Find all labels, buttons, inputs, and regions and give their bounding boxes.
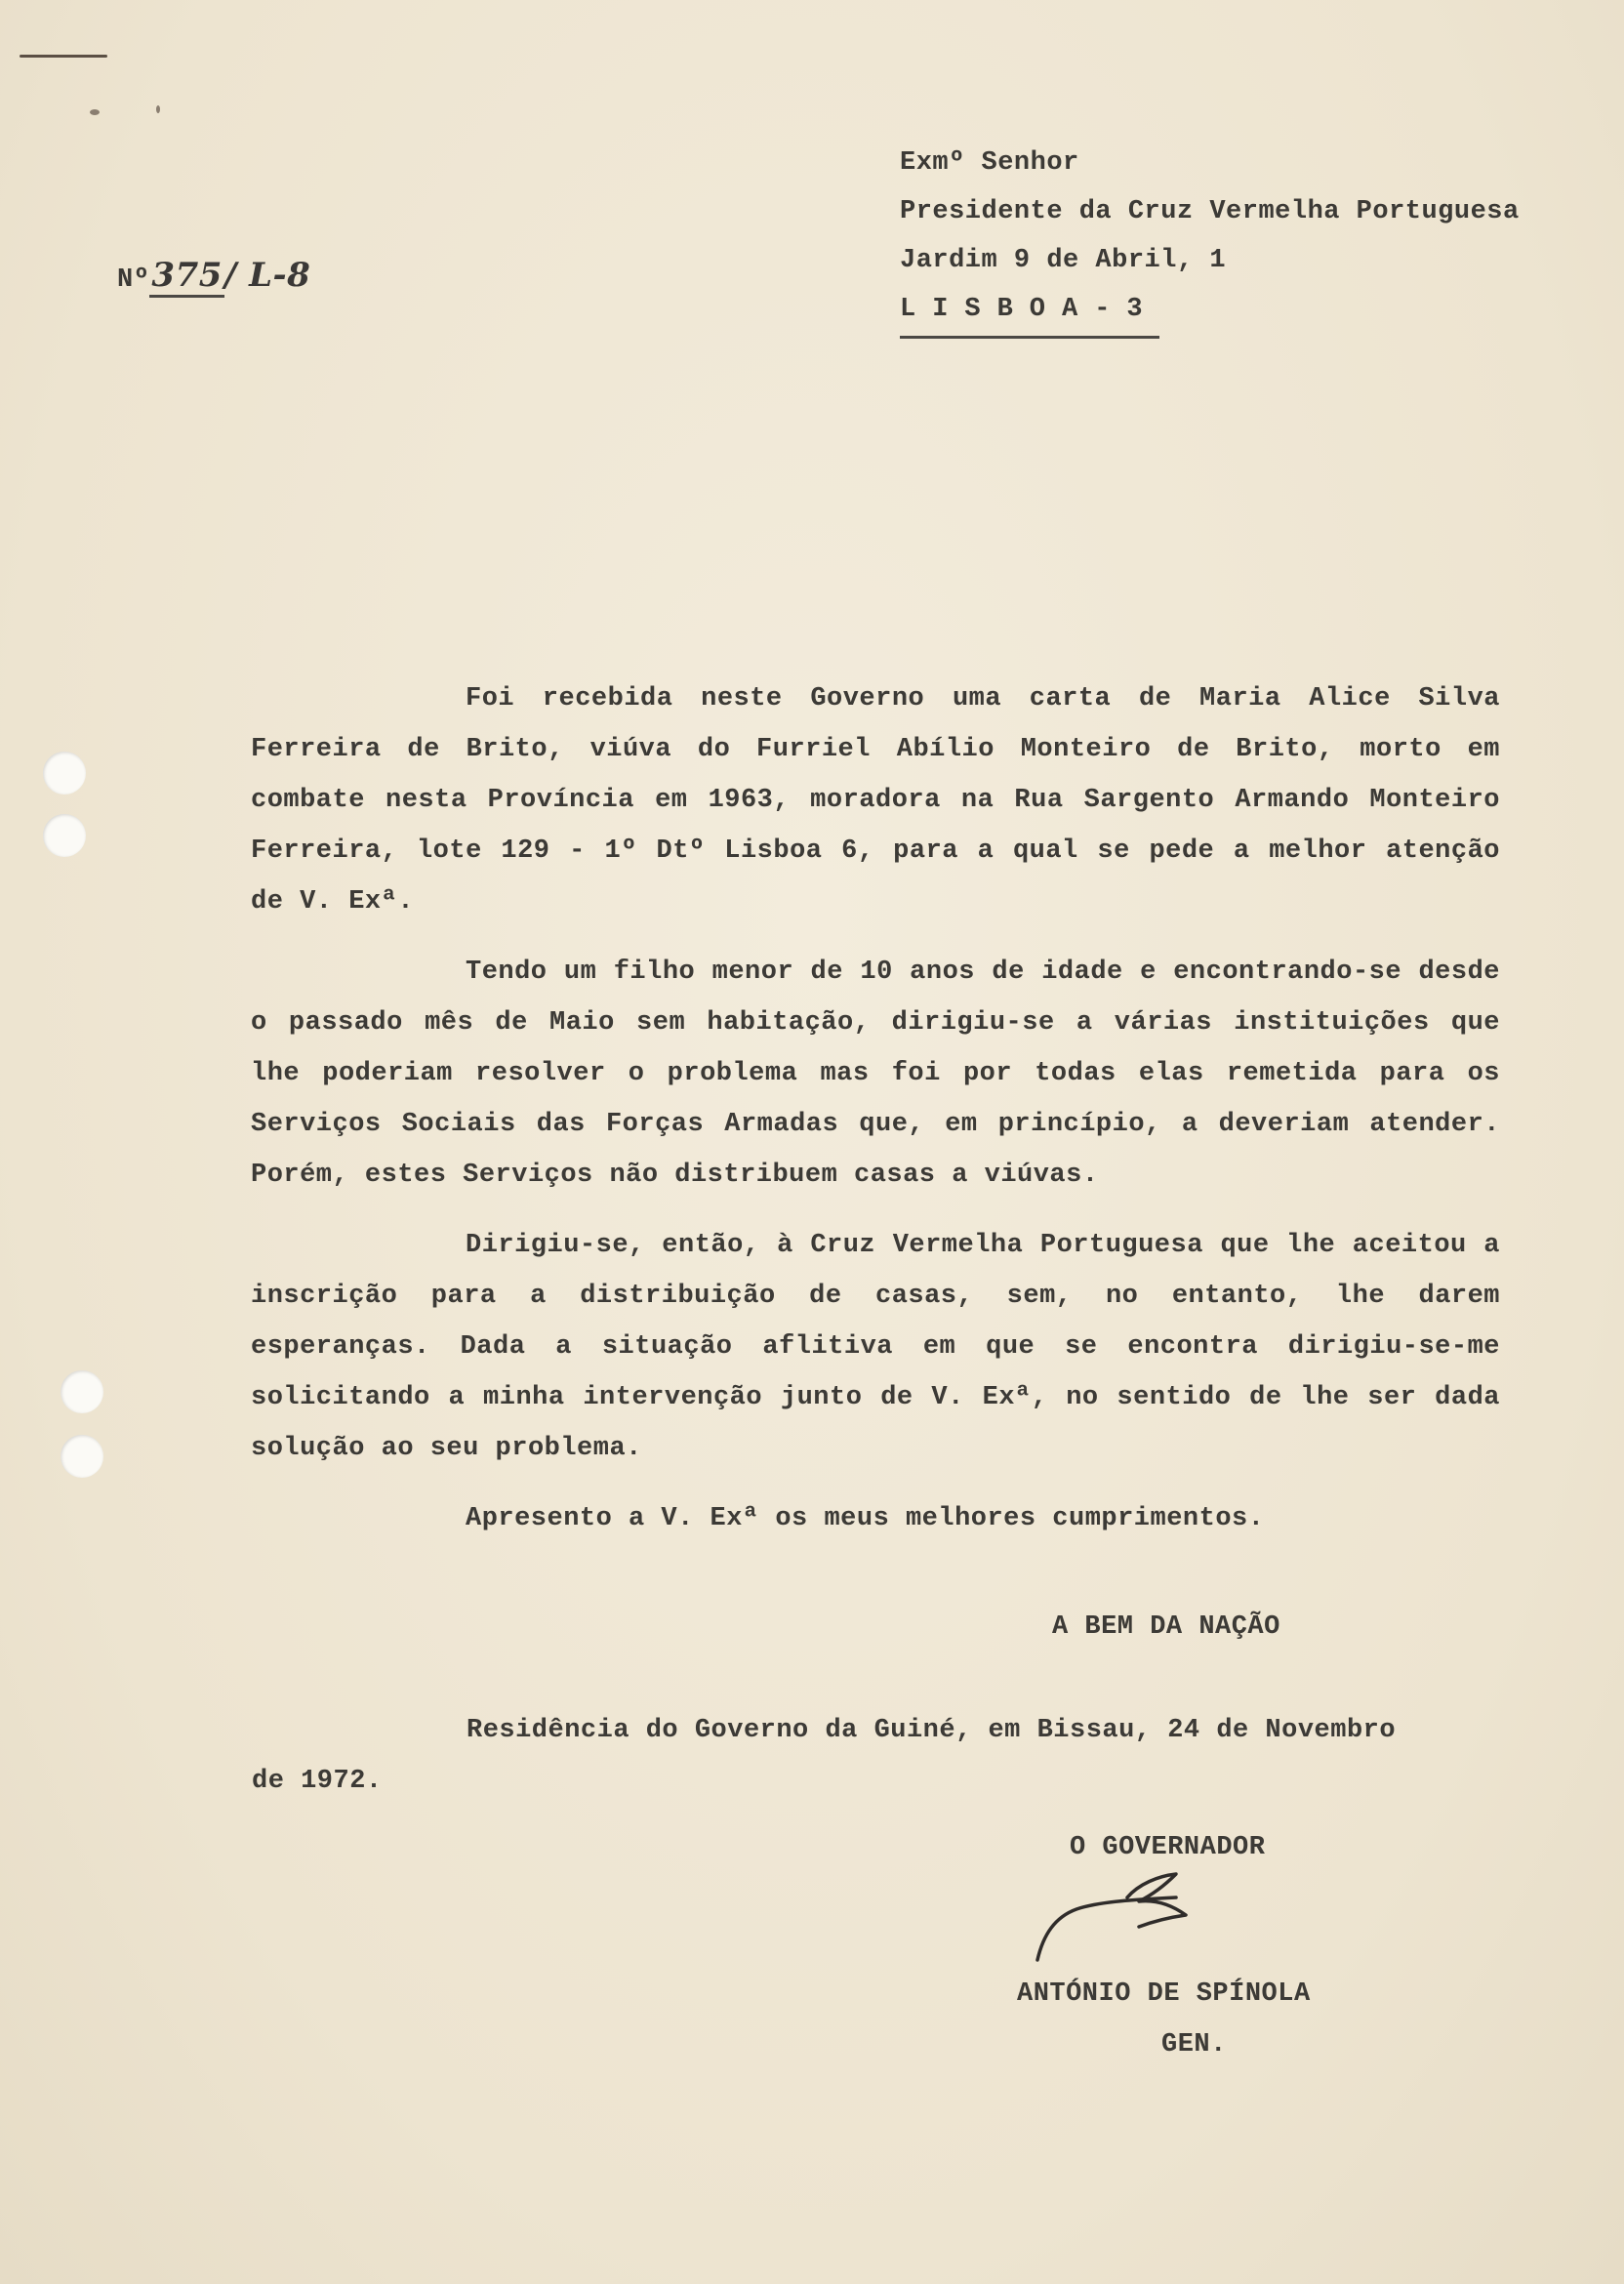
reference-number-handwritten: 375 <box>149 256 223 298</box>
punch-hole <box>61 1370 103 1413</box>
addressee-block <box>900 139 1520 339</box>
handwritten-signature <box>1030 1866 1215 1964</box>
addressee-salutation: Exmº Senhor <box>900 148 1079 178</box>
punch-hole <box>43 752 86 795</box>
place-date-line-1: Residência do Governo da Guiné, em Bissau, 24 de Novembro <box>467 1716 1397 1745</box>
ink-mark <box>20 55 107 58</box>
paragraph-4: Apresento a V. Exª os meus melhores cumprimentos. <box>466 1504 1265 1533</box>
place-date-line-2: de 1972. <box>252 1767 383 1796</box>
ink-speck <box>90 109 100 115</box>
signatory-role: O GOVERNADOR <box>1070 1833 1266 1862</box>
signatory-name: ANTÓNIO DE SPÍNOLA <box>1017 1979 1311 2009</box>
punch-hole <box>43 814 86 857</box>
letter-body <box>251 673 1500 1564</box>
signatory-rank: GEN. <box>1161 2030 1227 2060</box>
paragraph-3: Dirigiu-se, então, à Cruz Vermelha Portuguesa que lhe aceitou a inscrição para a distribuição de casas, sem, no entanto, lhe darem esperanças. Dada a situação aflitiva em que se encontra dirigiu-se-me solicitando a minha intervenção junto de V. Exª, no sentido de lhe ser dada solução ao seu problema. <box>251 1231 1500 1463</box>
addressee-title: Presidente da Cruz Vermelha Portuguesa <box>900 197 1520 226</box>
addressee-street: Jardim 9 de Abril, 1 <box>900 246 1227 275</box>
paragraph-2: Tendo um filho menor de 10 anos de idade e encontrando-se desde o passado mês de Maio sem habitação, dirigiu-se a várias instituições que lhe poderiam resolver o problema mas foi por todas elas remetida para os Serviços Sociais das Forças Armadas que, em princípio, a deveriam atender. Porém, estes Serviços não distribuem casas a viúvas. <box>251 958 1500 1190</box>
motto: A BEM DA NAÇÃO <box>1052 1612 1280 1642</box>
reference-prefix: Nº <box>117 265 150 295</box>
ink-speck <box>156 105 160 113</box>
punch-hole <box>61 1435 103 1478</box>
reference-suffix: / L-8 <box>223 256 311 295</box>
reference-number <box>117 256 310 295</box>
paragraph-1: Foi recebida neste Governo uma carta de Maria Alice Silva Ferreira de Brito, viúva do Furriel Abílio Monteiro de Brito, morto em combate nesta Província em 1963, moradora na Rua Sargento Armando Monteiro Ferreira, lote 129 - 1º Dtº Lisboa 6, para a qual se pede a melhor atenção de V. Exª. <box>251 684 1500 917</box>
addressee-city: LISBOA-3 <box>900 285 1159 339</box>
